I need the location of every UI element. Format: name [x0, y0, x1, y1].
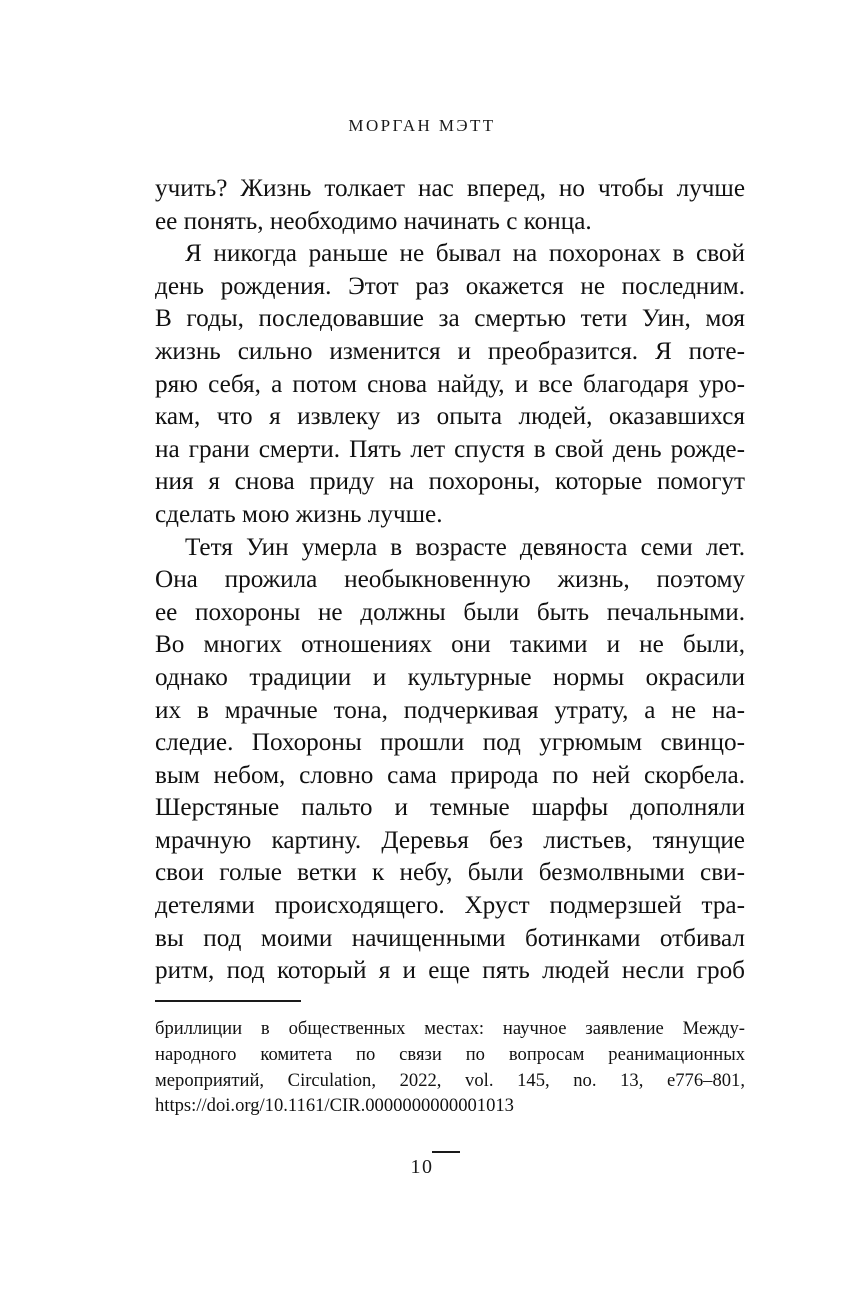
body-line: Во многих отношениях они такими и не были,: [155, 631, 745, 659]
footnote-line: мероприятий, Circulation, 2022, vol. 145, no. 13, e776–801,: [155, 1069, 745, 1091]
body-line: ния я снова приду на похороны, которые помогут: [155, 468, 745, 496]
footnote-line: бриллиции в общественных местах: научное заявление Между-: [155, 1018, 745, 1039]
footnote: [155, 1016, 745, 1119]
body-line: сделать мою жизнь лучше.: [155, 500, 443, 528]
body-line: вым небом, словно сама природа по ней скорбела.: [155, 761, 745, 789]
footnote-divider: [155, 1000, 301, 1002]
page-number-rule: [432, 1151, 460, 1153]
body-line: В годы, последовавшие за смертью тети Уин, моя: [155, 305, 745, 333]
body-line: жизнь сильно изменится и преобразится. Я поте-: [155, 337, 745, 365]
body-line: вы под моими начищенными ботинками отбивал: [155, 924, 745, 952]
body-line: мрачную картину. Деревья без листьев, тянущие: [155, 826, 745, 854]
body-line: ритм, под который я и еще пять людей несли гроб: [155, 957, 745, 985]
body-line: ее понять, необходимо начинать с конца.: [155, 207, 592, 235]
body-line: Шерстяные пальто и темные шарфы дополняли: [155, 794, 745, 822]
body-text: [155, 173, 745, 988]
body-line: Тетя Уин умерла в возрасте девяноста семи лет.: [185, 533, 745, 561]
body-line: их в мрачные тона, подчеркивая утрату, а не на-: [155, 696, 745, 724]
body-line: на грани смерти. Пять лет спустя в свой день рожде-: [155, 435, 745, 463]
body-line: учить? Жизнь толкает нас вперед, но чтобы лучше: [155, 175, 745, 202]
body-line: ряю себя, а потом снова найду, и все благодаря уро-: [155, 370, 745, 398]
footnote-line: https://doi.org/10.1161/CIR.0000000000001013: [155, 1095, 514, 1117]
body-line: Она прожила необыкновенную жизнь, поэтому: [155, 566, 745, 594]
page-number: 10: [410, 1156, 434, 1178]
body-line: день рождения. Этот раз окажется не последним.: [155, 272, 745, 300]
body-line: однако традиции и культурные нормы окрасили: [155, 663, 745, 691]
body-line: Я никогда раньше не бывал на похоронах в свой: [185, 240, 745, 268]
running-head: МОРГАН МЭТТ: [348, 116, 496, 135]
body-line: следие. Похороны прошли под угрюмым свинцо-: [155, 729, 745, 757]
body-line: детелями происходящего. Хруст подмерзшей тра-: [155, 892, 745, 920]
footnote-line: народного комитета по связи по вопросам реанимационных: [155, 1043, 745, 1065]
body-line: кам, что я извлеку из опыта людей, оказавшихся: [155, 403, 745, 431]
body-line: свои голые ветки к небу, были безмолвными сви-: [155, 859, 745, 887]
body-line: ее похороны не должны были быть печальными.: [155, 598, 745, 626]
